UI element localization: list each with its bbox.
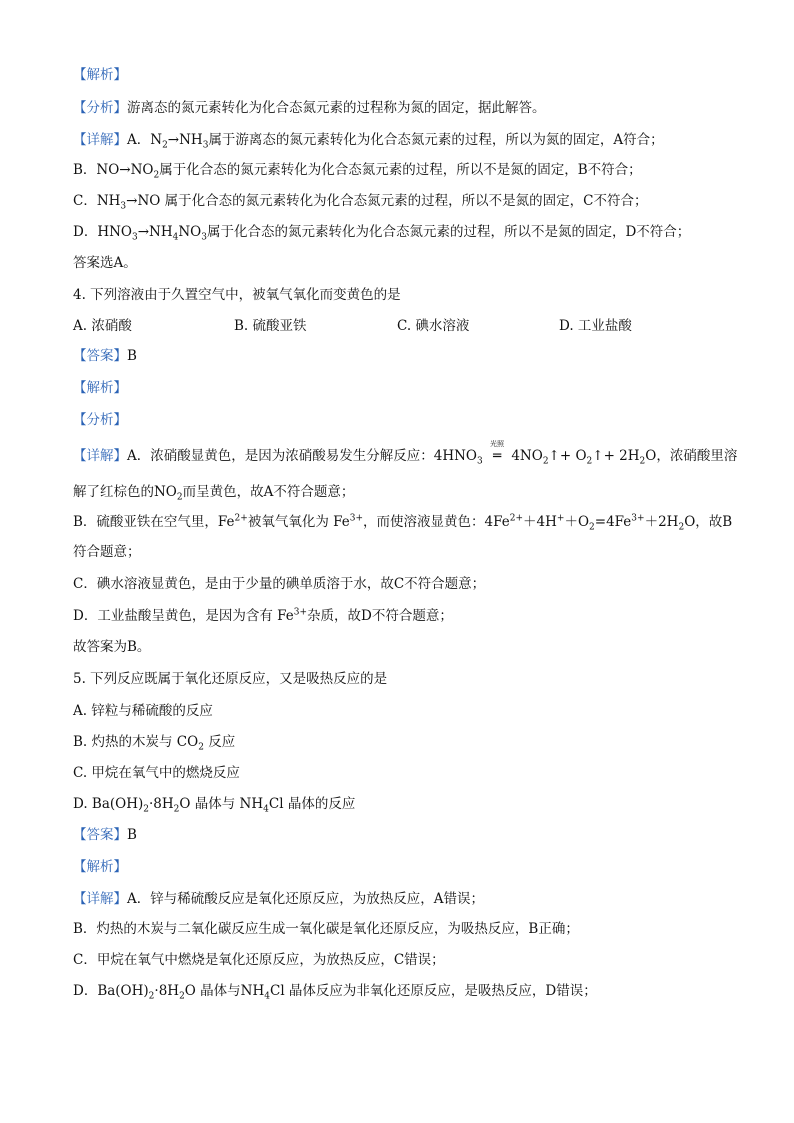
q5-answer: 【答案】B xyxy=(73,827,137,843)
q4-stem: 4. 下列溶液由于久置空气中，被氧气氧化而变黄色的是 xyxy=(73,287,401,303)
q4-option-a: A. 浓硝酸 xyxy=(73,318,132,334)
q3-jiexi-label: 【解析】 xyxy=(73,67,127,83)
q3-fenxi-line: 【分析】游离态的氮元素转化为化合态氮元素的过程称为氮的固定，据此解答。 xyxy=(73,100,546,116)
q3-conclusion: 答案选A。 xyxy=(73,255,137,271)
q4-option-c: C. 碘水溶液 xyxy=(397,318,470,334)
q4-detail-a-line1: 【详解】A．浓硝酸显黄色，是因为浓硝酸易发生分解反应：$4HNO_3$ 光照 ═ $4NO_2↑+$ $O_2↑+ 2H_2O$，浓硝酸里溶 xyxy=(73,440,738,467)
q5-option-c: C. 甲烷在氧气中的燃烧反应 xyxy=(73,765,240,781)
q4-conclusion: 故答案为B。 xyxy=(73,639,151,655)
q5-option-d: D. $Ba(OH)_2\cdot 8H_2O$ 晶体与 $NH_4Cl$ 晶体的反应 xyxy=(73,796,356,815)
q5-option-a: A. 锌粒与稀硫酸的反应 xyxy=(73,703,213,719)
q5-jiexi-label: 【解析】 xyxy=(73,859,127,875)
q4-detail-c: C．碘水溶液显黄色，是由于少量的碘单质溶于水，故C不符合题意； xyxy=(73,576,486,592)
q4-detail-a-line2: 解了红棕色的$NO_2$而呈黄色，故A不符合题意； xyxy=(73,484,355,503)
q4-jiexi-label: 【解析】 xyxy=(73,380,127,396)
q5-option-b: B. 灼热的木炭与 $CO_2$ 反应 xyxy=(73,734,236,753)
q4-option-b: B. 硫酸亚铁 xyxy=(234,318,307,334)
q4-detail-b-line2: 符合题意； xyxy=(73,544,141,560)
light-condition-equals: 光照 ═ xyxy=(490,440,505,464)
q5-detail-d: D．$Ba(OH)_2\cdot 8H_2O$ 晶体与$NH_4Cl$ 晶体反应为非氧化还原反应，是吸热反应，D错误； xyxy=(73,983,597,1002)
q5-detail-b: B．灼热的木炭与二氧化碳反应生成一氧化碳是氧化还原反应，为吸热反应，B正确； xyxy=(73,921,579,937)
q4-detail-b-line1: B．硫酸亚铁在空气里，$Fe^{2+}$被氧气氧化为 $Fe^{3+}$，而使溶液显黄色：$4Fe^{2+}+4H^++O_2=4Fe^{3+}+2H_2O$，故B xyxy=(73,513,733,533)
q5-detail-c: C．甲烷在氧气中燃烧是氧化还原反应，为放热反应，C错误； xyxy=(73,952,445,968)
q4-detail-d: D．工业盐酸呈黄色，是因为含有 $Fe^{3+}$杂质，故D不符合题意； xyxy=(73,607,453,624)
q3-detail-b: B．$NO\to NO_2$属于化合态的氮元素转化为化合态氮元素的过程，所以不是氮的固定，B不符合； xyxy=(73,162,642,181)
q3-detail-a: 【详解】A．$N_2\to NH_3$属于游离态的氮元素转化为化合态氮元素的过程，所以为氮的固定，A符合； xyxy=(73,132,664,151)
q3-detail-c: C．$NH_3\to NO$ 属于化合态的氮元素转化为化合态氮元素的过程，所以不是氮的固定，C不符合； xyxy=(73,193,648,212)
q5-stem: 5. 下列反应既属于氧化还原反应，又是吸热反应的是 xyxy=(73,671,388,687)
q4-fenxi-label: 【分析】 xyxy=(73,412,127,428)
q5-detail-a: 【详解】A．锌与稀硫酸反应是氧化还原反应，为放热反应，A错误； xyxy=(73,891,484,907)
q3-detail-d: D．$HNO_3\to NH_4NO_3$属于化合态的氮元素转化为化合态氮元素的过程，所以不是氮的固定，D不符合； xyxy=(73,224,691,243)
q4-answer: 【答案】B xyxy=(73,348,137,364)
q4-option-d: D. 工业盐酸 xyxy=(559,318,632,334)
